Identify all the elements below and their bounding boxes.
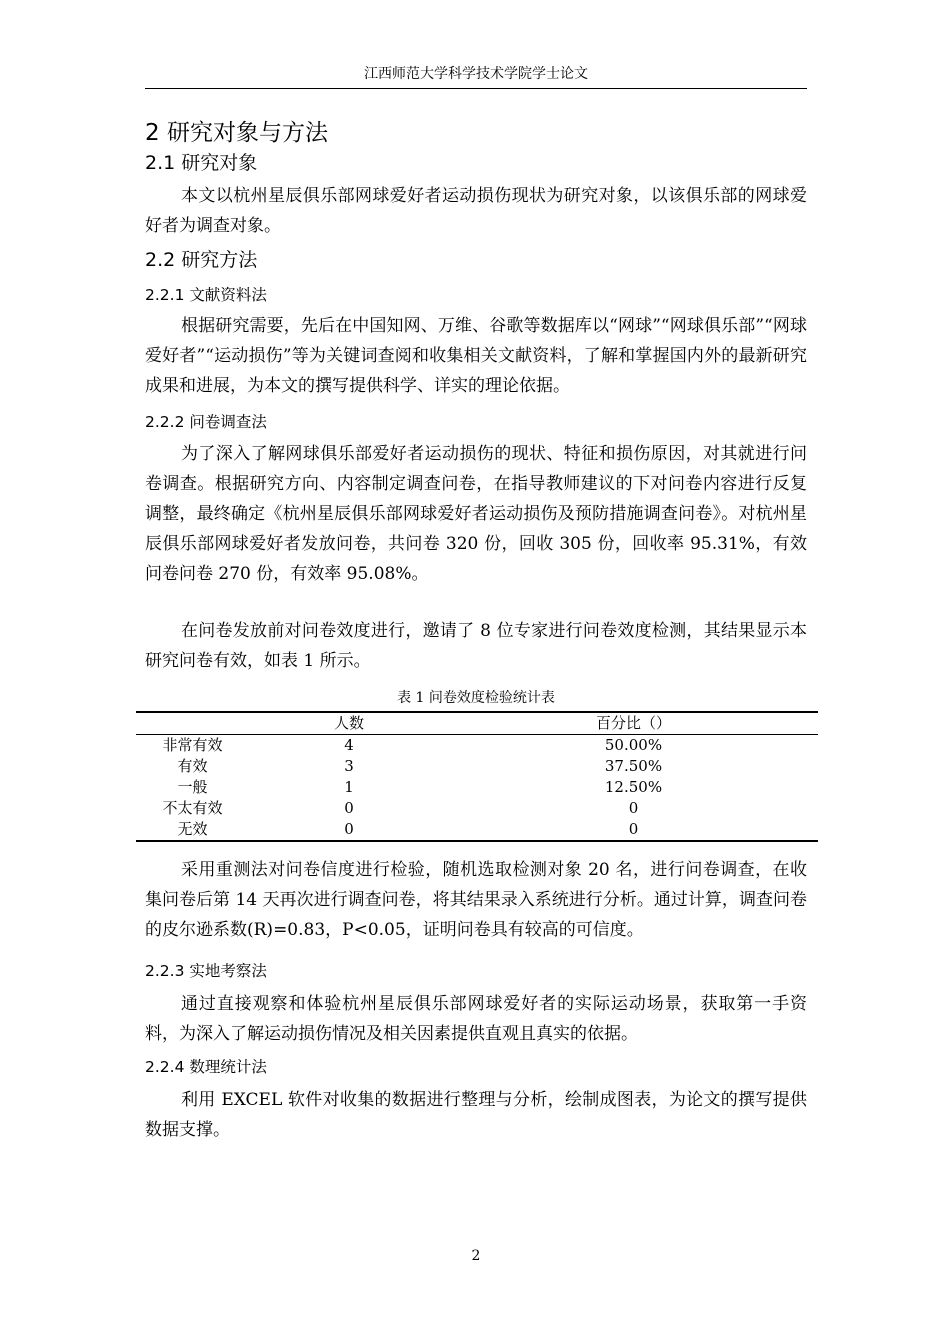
table-cell-percent: 37.50% xyxy=(604,757,663,775)
table-cell-percent: 12.50% xyxy=(604,778,663,796)
running-header: 江西师范大学科学技术学院学士论文 xyxy=(364,66,588,82)
page-number: 2 xyxy=(471,1248,481,1264)
subsection-2-2-2-heading: 2.2.2 问卷调查法 xyxy=(145,413,267,431)
subsection-2-2-3-heading: 2.2.3 实地考察法 xyxy=(145,962,267,980)
table-header-cell xyxy=(136,712,249,735)
table-cell-percent: 50.00% xyxy=(604,736,663,754)
table-cell-count: 0 xyxy=(344,799,354,817)
table-cell-level: 无效 xyxy=(177,820,208,838)
table-cell-percent: 0 xyxy=(628,799,639,817)
header-rule xyxy=(145,88,807,89)
table-cell-count: 0 xyxy=(344,820,354,838)
subsection-2-2-2-paragraph-3: 采用重测法对问卷信度进行检验，随机选取检测对象 20 名，进行问卷调查，在收集问卷后第 14 天再次进行调查问卷，将其结果录入系统进行分析。通过计算，调查问卷的皮尔逊系数(R)=0.83，P<0.05，证明问卷具有较高的可信度。 xyxy=(145,860,807,940)
table-row xyxy=(136,819,818,841)
table-cell-count: 4 xyxy=(344,736,354,754)
validity-table xyxy=(136,711,818,842)
subsection-2-2-heading: 2.2 研究方法 xyxy=(145,249,258,271)
table-row xyxy=(136,756,818,777)
subsection-2-2-3-paragraph: 通过直接观察和体验杭州星辰俱乐部网球爱好者的实际运动场景，获取第一手资料，为深入了解运动损伤情况及相关因素提供直观且真实的依据。 xyxy=(145,994,807,1044)
subsection-2-2-2-paragraph-1: 为了深入了解网球俱乐部爱好者运动损伤的现状、特征和损伤原因，对其就进行问卷调查。根据研究方向、内容制定调查问卷，在指导教师建议的下对问卷内容进行反复调整，最终确定《杭州星辰俱乐部网球爱好者运动损伤及预防措施调查问卷》。对杭州星辰俱乐部网球爱好者发放问卷，共问卷 320 份，回收 305 份，回收率 95.31%，有效问卷问卷 270 份，有效率 95.08%。 xyxy=(145,444,807,584)
table-row xyxy=(136,777,818,798)
section-heading: 2 研究对象与方法 xyxy=(145,120,328,146)
table-row xyxy=(136,735,818,757)
table-cell-count: 3 xyxy=(344,757,354,775)
table-row xyxy=(136,798,818,819)
table-cell-level: 有效 xyxy=(177,757,208,775)
subsection-2-1-heading: 2.1 研究对象 xyxy=(145,152,258,174)
subsection-2-2-4-paragraph: 利用 EXCEL 软件对收集的数据进行整理与分析，绘制成图表，为论文的撰写提供数据支撑。 xyxy=(145,1090,807,1140)
table-header-row xyxy=(136,712,818,735)
table-cell-level: 不太有效 xyxy=(162,799,223,817)
table-cell-percent: 0 xyxy=(628,820,639,838)
table-cell-level: 一般 xyxy=(177,778,208,796)
subsection-2-2-4-heading: 2.2.4 数理统计法 xyxy=(145,1058,267,1076)
subsection-2-2-2-paragraph-2: 在问卷发放前对问卷效度进行，邀请了 8 位专家进行问卷效度检测，其结果显示本研究问卷有效，如表 1 所示。 xyxy=(145,621,807,671)
table-caption: 表 1 问卷效度检验统计表 xyxy=(397,690,555,706)
subsection-2-2-1-heading: 2.2.1 文献资料法 xyxy=(145,286,267,304)
subsection-2-1-paragraph: 本文以杭州星辰俱乐部网球爱好者运动损伤现状为研究对象，以该俱乐部的网球爱好者为调查对象。 xyxy=(145,186,807,236)
table-header-cell: 人数 xyxy=(333,714,364,732)
subsection-2-2-1-paragraph: 根据研究需要，先后在中国知网、万维、谷歌等数据库以“网球”“网球俱乐部”“网球爱好者”“运动损伤”等为关键词查阅和收集相关文献资料，了解和掌握国内外的最新研究成果和进展，为本文的撰写提供科学、详实的理论依据。 xyxy=(145,316,807,396)
table-header-cell: 百分比（） xyxy=(595,714,671,732)
table-cell-level: 非常有效 xyxy=(162,736,223,754)
table-cell-count: 1 xyxy=(344,778,354,796)
